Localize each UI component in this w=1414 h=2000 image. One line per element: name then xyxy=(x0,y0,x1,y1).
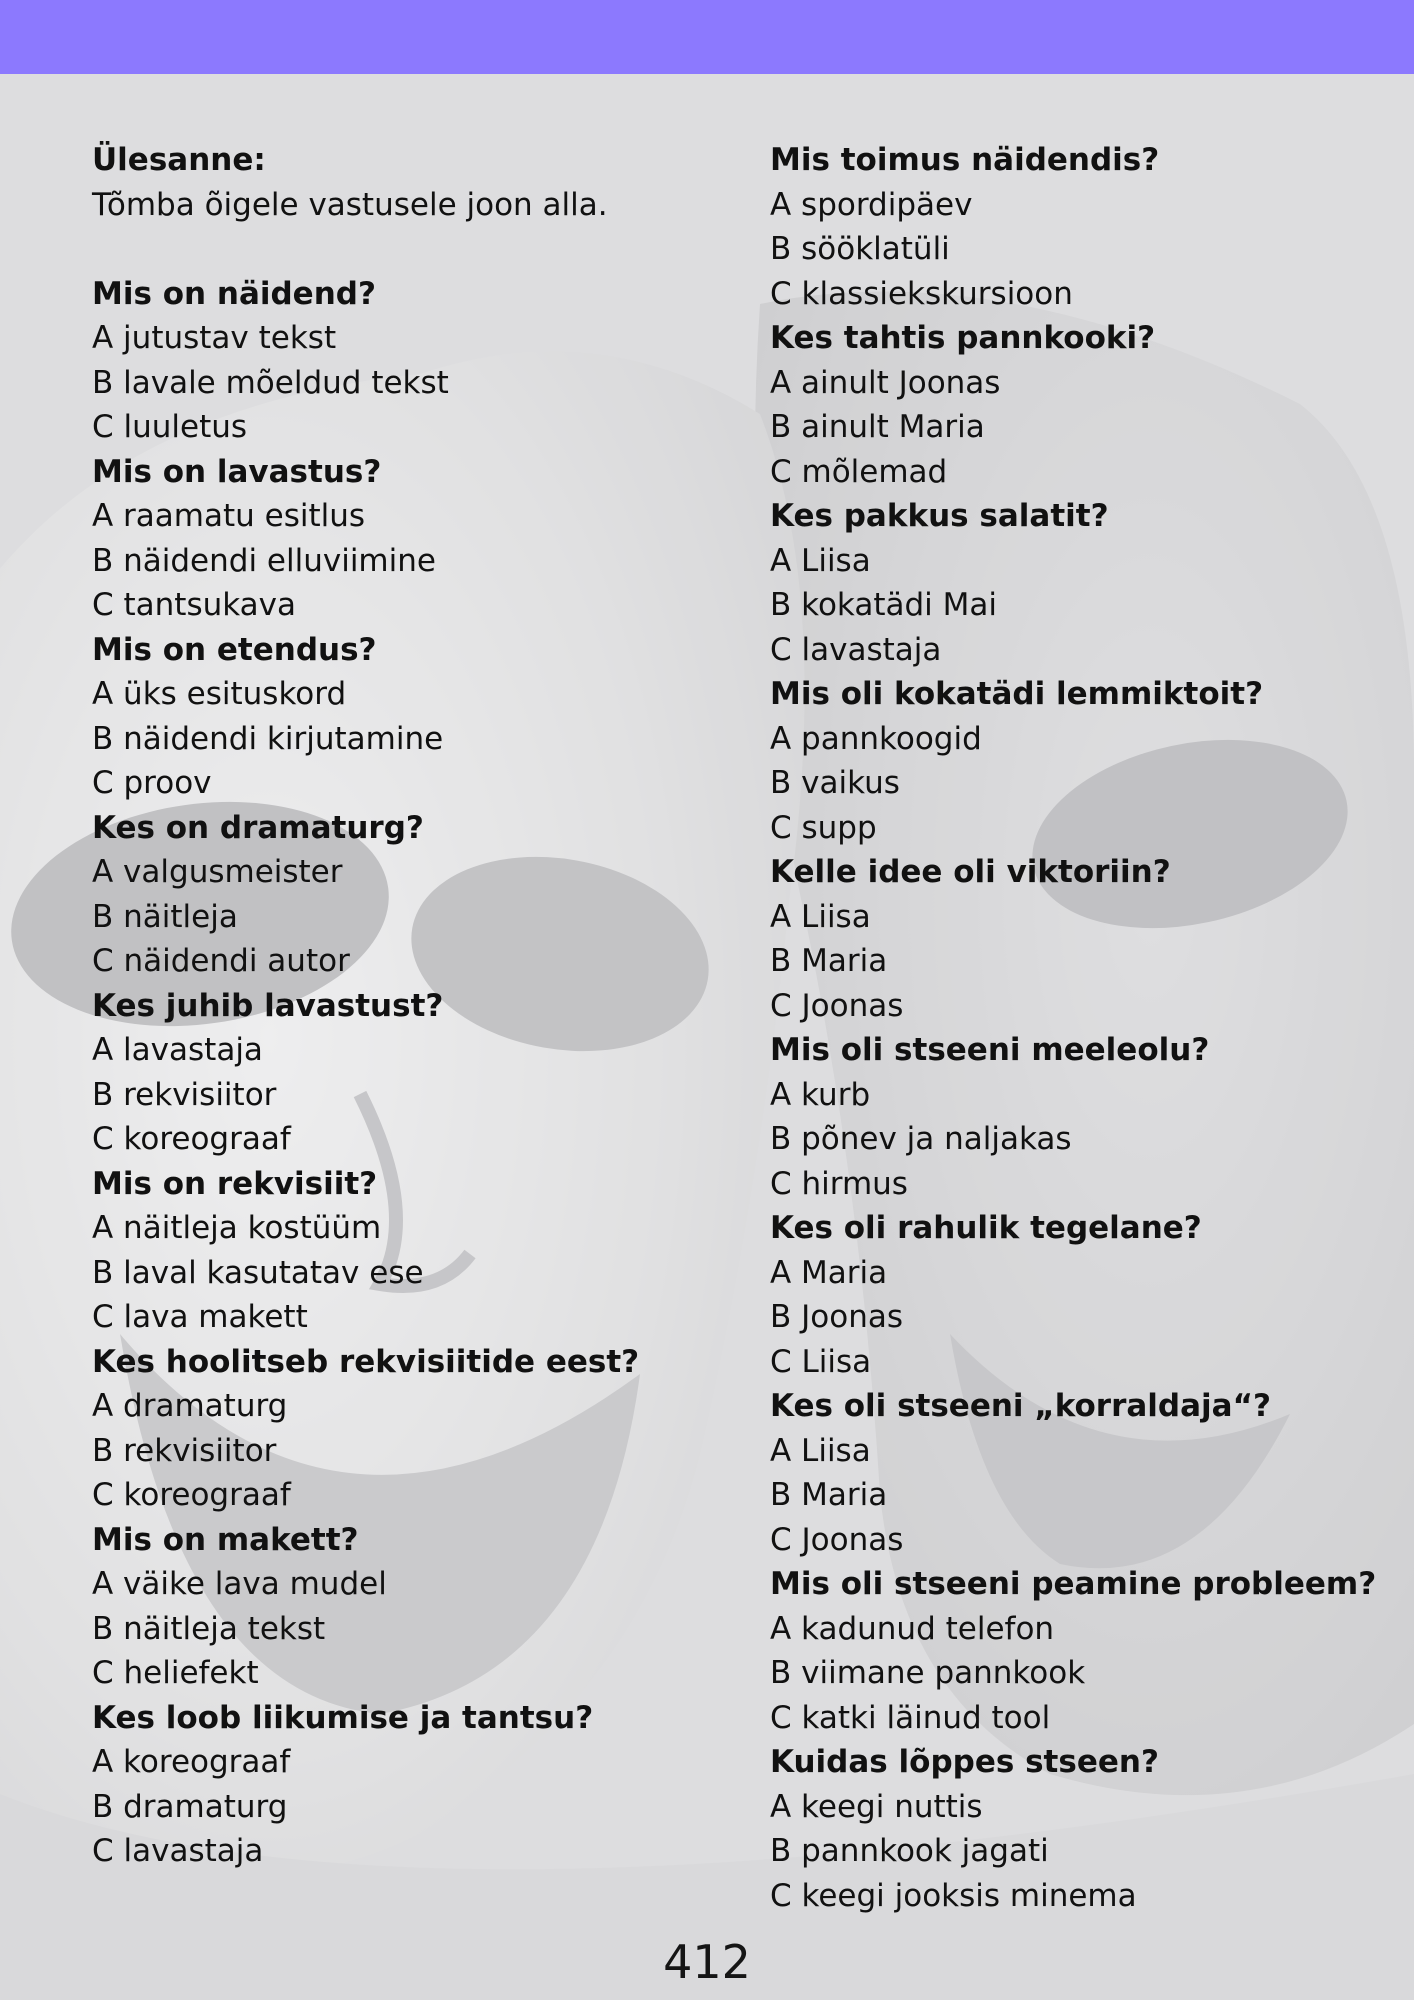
answer-option[interactable]: C lavastaja xyxy=(770,631,942,668)
question: Mis on lavastus? xyxy=(92,453,382,490)
answer-option[interactable]: C supp xyxy=(770,809,877,846)
question: Kes oli rahulik tegelane? xyxy=(770,1210,1202,1246)
answer-option[interactable]: B näitleja xyxy=(92,898,238,935)
answer-option[interactable]: C klassiekskursioon xyxy=(770,275,1073,312)
answer-option[interactable]: B sööklatüli xyxy=(770,231,950,267)
question: Mis toimus näidendis? xyxy=(770,142,1160,178)
answer-option[interactable]: B rekvisiitor xyxy=(92,1076,277,1113)
answer-option[interactable]: C Joonas xyxy=(770,987,904,1024)
answer-option[interactable]: A keegi nuttis xyxy=(770,1788,983,1825)
question: Kes loob liikumise ja tantsu? xyxy=(92,1699,594,1736)
answer-option[interactable]: C mõlemad xyxy=(770,453,948,490)
answer-option[interactable]: A ainult Joonas xyxy=(770,364,1001,401)
question: Mis on näidend? xyxy=(92,275,376,312)
answer-option[interactable]: B rekvisiitor xyxy=(92,1432,277,1469)
spacer xyxy=(92,227,732,272)
answer-option[interactable]: B viimane pannkook xyxy=(770,1655,1086,1691)
answer-option[interactable]: B Maria xyxy=(770,1477,888,1513)
question: Mis oli stseeni peamine probleem? xyxy=(770,1566,1377,1602)
answer-option[interactable]: B lavale mõeldud tekst xyxy=(92,364,449,401)
answer-option[interactable]: C hirmus xyxy=(770,1165,908,1202)
question: Kelle idee oli viktoriin? xyxy=(770,854,1171,890)
answer-option[interactable]: B kokatädi Mai xyxy=(770,587,997,623)
answer-option[interactable]: B ainult Maria xyxy=(770,409,985,445)
answer-option[interactable]: C koreograaf xyxy=(92,1477,291,1513)
answer-option[interactable]: B vaikus xyxy=(770,765,900,801)
question: Mis on makett? xyxy=(92,1521,359,1558)
answer-option[interactable]: B laval kasutatav ese xyxy=(92,1254,424,1291)
answer-option[interactable]: B näitleja tekst xyxy=(92,1610,326,1647)
answer-option[interactable]: C proov xyxy=(92,765,212,801)
answer-option[interactable]: A Maria xyxy=(770,1254,888,1291)
answer-option[interactable]: C heliefekt xyxy=(92,1655,259,1691)
question: Kuidas lõppes stseen? xyxy=(770,1744,1159,1780)
answer-option[interactable]: A raamatu esitlus xyxy=(92,498,366,534)
answer-option[interactable]: A Liisa xyxy=(770,1432,871,1469)
answer-option[interactable]: A spordipäev xyxy=(770,186,973,223)
answer-option[interactable]: C katki läinud tool xyxy=(770,1699,1051,1736)
answer-option[interactable]: A Liisa xyxy=(770,542,871,579)
question: Kes tahtis pannkooki? xyxy=(770,320,1156,356)
answer-option[interactable]: C tantsukava xyxy=(92,587,296,623)
answer-option[interactable]: A valgusmeister xyxy=(92,854,343,890)
question: Kes on dramaturg? xyxy=(92,809,424,846)
task-instruction: Tõmba õigele vastusele joon alla. xyxy=(92,186,608,223)
answer-option[interactable]: A Liisa xyxy=(770,898,871,935)
answer-option[interactable]: C lava makett xyxy=(92,1299,308,1335)
answer-option[interactable]: A kadunud telefon xyxy=(770,1610,1055,1647)
answer-option[interactable]: C koreograaf xyxy=(92,1121,291,1157)
question: Kes hoolitseb rekvisiitide eest? xyxy=(92,1343,640,1380)
answer-option[interactable]: C luuletus xyxy=(92,409,248,445)
answer-option[interactable]: A koreograaf xyxy=(92,1744,291,1780)
answer-option[interactable]: A pannkoogid xyxy=(770,720,982,757)
answer-option[interactable]: A jutustav tekst xyxy=(92,320,337,356)
task-heading: Ülesanne: xyxy=(92,142,266,178)
top-color-band xyxy=(0,0,1414,74)
answer-option[interactable]: B näidendi kirjutamine xyxy=(92,720,444,757)
answer-option[interactable]: A dramaturg xyxy=(92,1388,288,1424)
answer-option[interactable]: A üks esituskord xyxy=(92,676,347,712)
left-column xyxy=(92,138,732,1874)
question: Mis oli kokatädi lemmiktoit? xyxy=(770,676,1264,712)
answer-option[interactable]: B Joonas xyxy=(770,1299,903,1335)
answer-option[interactable]: B põnev ja naljakas xyxy=(770,1121,1072,1157)
answer-option[interactable]: B dramaturg xyxy=(92,1788,288,1825)
answer-option[interactable]: B näidendi elluviimine xyxy=(92,542,436,579)
answer-option[interactable]: B Maria xyxy=(770,943,888,979)
question: Mis on rekvisiit? xyxy=(92,1165,378,1202)
answer-option[interactable]: B pannkook jagati xyxy=(770,1833,1049,1869)
question: Kes juhib lavastust? xyxy=(92,987,444,1024)
page-number: 412 xyxy=(663,1935,751,1989)
answer-option[interactable]: C lavastaja xyxy=(92,1833,264,1869)
answer-option[interactable]: C Joonas xyxy=(770,1521,904,1558)
answer-option[interactable]: A lavastaja xyxy=(92,1032,263,1068)
question: Kes oli stseeni „korraldaja“? xyxy=(770,1388,1271,1424)
answer-option[interactable]: A näitleja kostüüm xyxy=(92,1210,382,1246)
right-column xyxy=(770,138,1390,1918)
answer-option[interactable]: A kurb xyxy=(770,1076,871,1113)
answer-option[interactable]: A väike lava mudel xyxy=(92,1566,387,1602)
question: Mis oli stseeni meeleolu? xyxy=(770,1032,1210,1068)
answer-option[interactable]: C Liisa xyxy=(770,1343,872,1380)
answer-option[interactable]: C keegi jooksis minema xyxy=(770,1877,1137,1914)
answer-option[interactable]: C näidendi autor xyxy=(92,943,350,979)
question: Kes pakkus salatit? xyxy=(770,498,1109,534)
question: Mis on etendus? xyxy=(92,631,377,668)
